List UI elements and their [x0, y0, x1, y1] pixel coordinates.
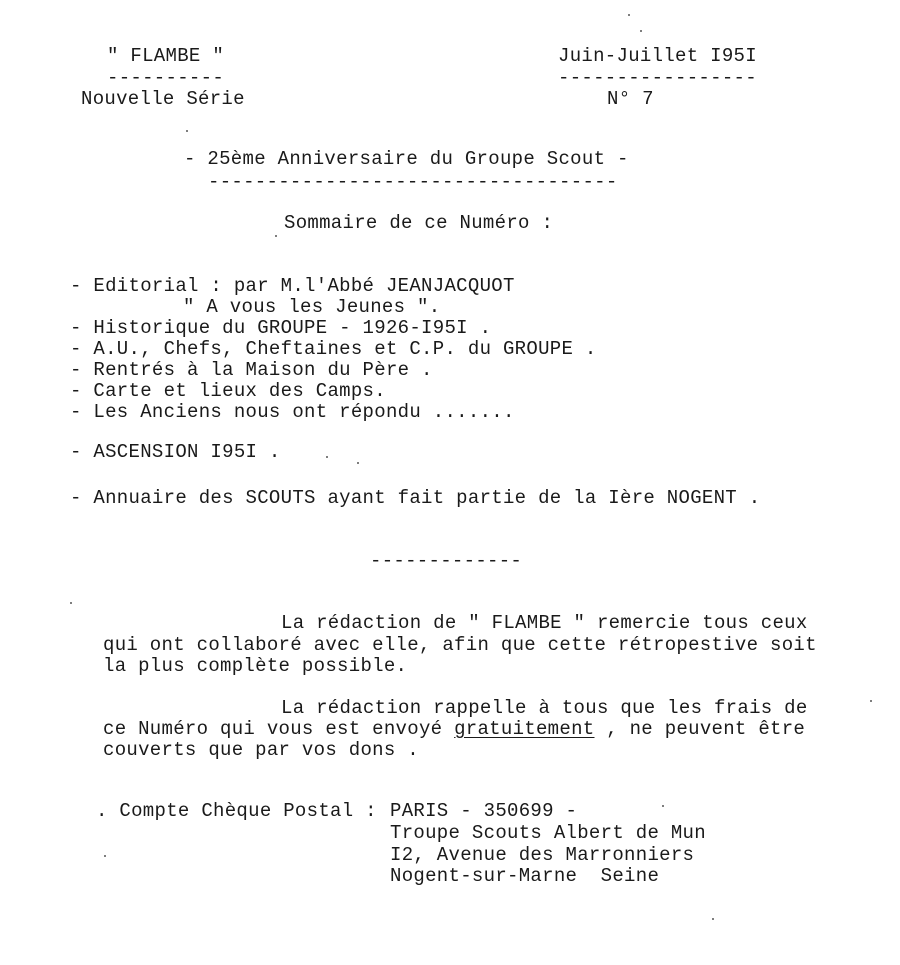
masthead-rule: ---------- [107, 72, 225, 84]
postal-account-number: PARIS - 350699 - [390, 800, 578, 822]
summary-item: - Historique du GROUPE - 1926-I95I . [70, 317, 492, 339]
summary-item: - Les Anciens nous ont répondu ....... [70, 401, 515, 423]
document-title-rule: ----------------------------------- [208, 176, 618, 188]
masthead-title: " FLAMBE " [107, 45, 225, 67]
scan-speck [662, 805, 664, 807]
paragraph-1-line-1: La rédaction de " FLAMBE " remercie tous ceux [281, 612, 808, 634]
paragraph-2-line-3: couverts que par vos dons . [103, 739, 419, 761]
emphasized-word: gratuitement [454, 718, 595, 740]
postal-account-label: . Compte Chèque Postal : [96, 800, 377, 822]
document-title: - 25ème Anniversaire du Groupe Scout - [184, 148, 629, 170]
paragraph-2-line-2 [103, 718, 805, 740]
summary-item: - Annuaire des SCOUTS ayant fait partie de la Ière NOGENT . [70, 487, 761, 509]
summary-item: - Editorial : par M.l'Abbé JEANJACQUOT [70, 275, 515, 297]
scan-speck [357, 462, 359, 464]
issue-date-rule: ----------------- [558, 72, 757, 84]
scan-speck [275, 235, 277, 237]
scan-speck [640, 30, 642, 32]
address-line: Nogent-sur-Marne Seine [390, 865, 660, 887]
series-label: Nouvelle Série [81, 88, 245, 110]
summary-item: " A vous les Jeunes ". [183, 296, 441, 318]
summary-heading: Sommaire de ce Numéro : [284, 212, 554, 234]
paragraph-2-line-1: La rédaction rappelle à tous que les frais de [281, 697, 808, 719]
issue-date: Juin-Juillet I95I [558, 45, 757, 67]
paragraph-2-text: ce Numéro qui vous est envoyé [103, 718, 455, 740]
scan-speck [104, 855, 106, 857]
scan-speck [628, 14, 630, 16]
paragraph-1-line-3: la plus complète possible. [103, 655, 408, 677]
section-separator: ------------- [370, 550, 523, 572]
summary-item: - Carte et lieux des Camps. [70, 380, 386, 402]
address-line: Troupe Scouts Albert de Mun [390, 822, 706, 844]
paragraph-2-text: , ne peuvent être [594, 718, 806, 740]
summary-item: - A.U., Chefs, Cheftaines et C.P. du GROUPE . [70, 338, 597, 360]
summary-item: - Rentrés à la Maison du Père . [70, 359, 433, 381]
summary-item: - ASCENSION I95I . [70, 441, 281, 463]
scan-speck [186, 130, 188, 132]
issue-number: N° 7 [607, 88, 654, 110]
scan-speck [70, 602, 72, 604]
paragraph-1-line-2: qui ont collaboré avec elle, afin que cette rétropestive soit [103, 634, 817, 656]
scan-speck [326, 456, 328, 458]
scan-speck [870, 700, 872, 702]
scan-speck [712, 918, 714, 920]
address-line: I2, Avenue des Marronniers [390, 844, 695, 866]
